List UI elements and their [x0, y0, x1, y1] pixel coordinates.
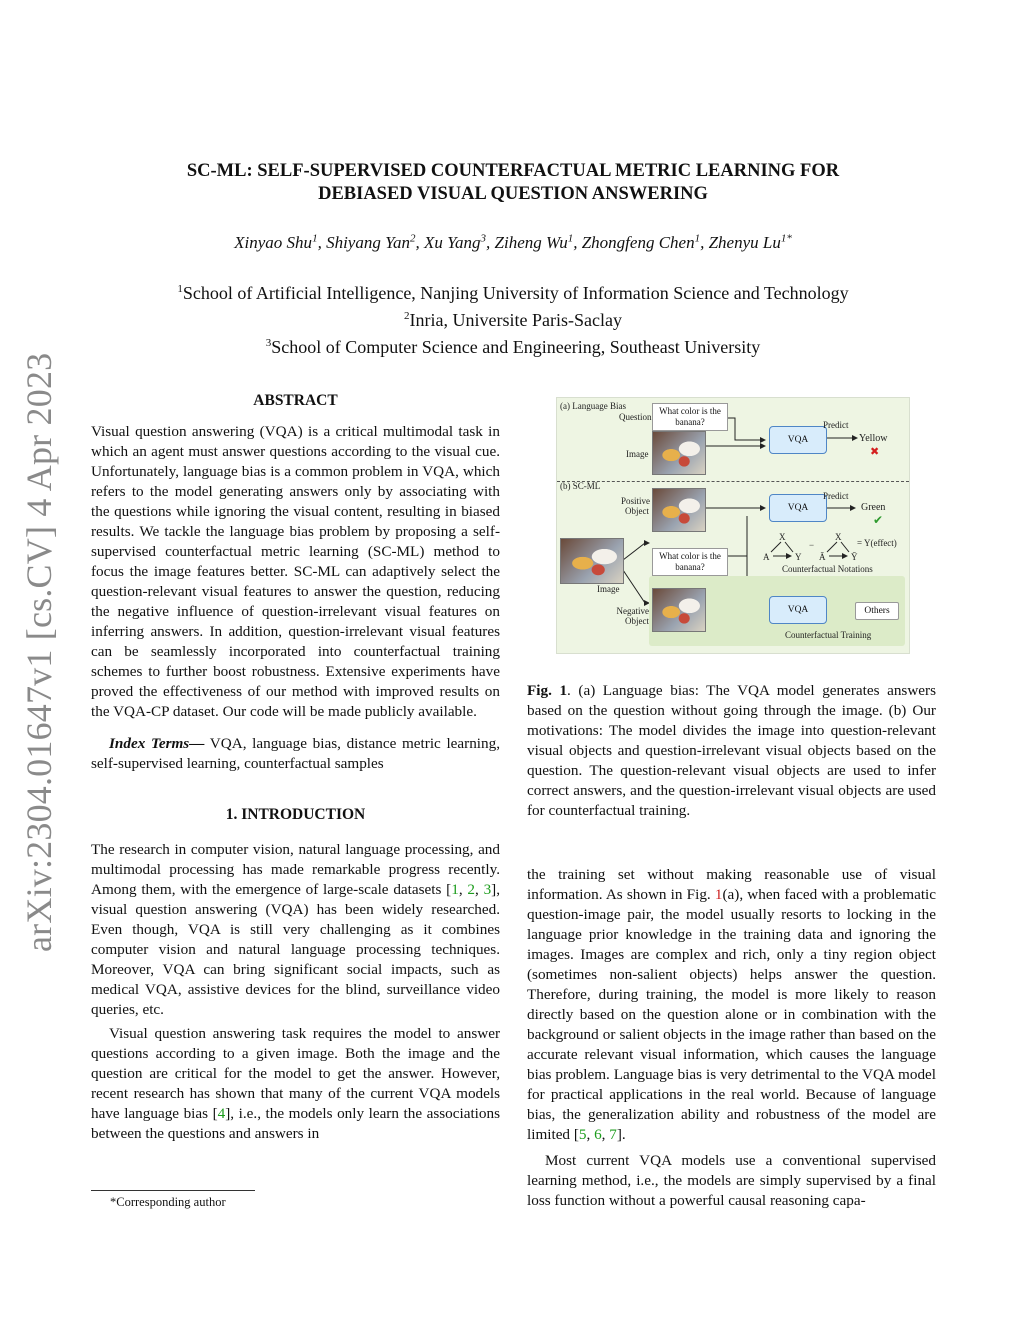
- fig-question-label: Question: [619, 412, 652, 422]
- citation-link[interactable]: 3: [483, 881, 492, 898]
- intro-paragraph-1: The research in computer vision, natural language processing, and multimodal processing has made remarkable progress recently. Among them, with the emergence of large-scale datasets [1, 2, 3], visual question answering (VQA) has been widely researched. Even though, VQA is still very challenging as it combines computer vision and natural language processing techniques. Moreover, VQA can bring significant social impacts, such as medical VQA, assistive devices for the blind, surveillance video queries, etc.: [91, 841, 501, 1018]
- fig-notation-x2: X: [835, 532, 842, 542]
- figure-1-caption: [527, 681, 936, 821]
- fig-minus: −: [809, 540, 815, 550]
- fig-check-icon: ✔: [873, 513, 884, 527]
- intro-paragraph-2: Visual question answering task requires the model to answer questions according to a given image. Both the image and the question are critical for the model to get the answer. However, recent research has shown that many of the current VQA models have language bias [4], i.e., the models only learn the associations between the questions and answers in: [91, 1025, 501, 1142]
- citation-link[interactable]: 7: [609, 1126, 617, 1143]
- intro-paragraph-3: the training set without making reasonable use of visual information. As shown in Fig. 1(a), when faced with a problematic question-image pair, the model usually resorts to locking in the language prior knowledge in the training data and ignoring the images. Images are complex and rich, only a tiny region object (sometimes non-salient objects) helps answer the question. Therefore, during training, the model is more likely to reason directly based on the question alone or in combination with the background or salient objects in the image rather than based on the accurate relevant visual information, which causes the language bias problem. Language bias is very detrimental to the VQA model for practical applications in the real world. Because of language bias, the generalization ability and robustness of the model are limited [5, 6, 7].: [527, 866, 936, 1143]
- fig-vqa-box-c: VQA: [769, 596, 827, 624]
- fig-effect: = Y(effect): [857, 538, 897, 548]
- fig-answer-others: Others: [855, 602, 899, 620]
- author: Xinyao Shu$^1$,: [234, 232, 327, 252]
- fig-positive-label: Positive Object: [621, 496, 651, 516]
- title-line-1: SC-ML: SELF-SUPERVISED COUNTERFACTUAL METRIC LEARNING FOR: [186, 161, 840, 181]
- author: Zhenyu $Lu^{1*}$: [708, 232, 792, 252]
- fig-question-box-a: What color is the banana?: [652, 403, 728, 431]
- fig-vqa-box-b: VQA: [769, 494, 827, 522]
- fig-image-label-b: Image: [597, 584, 620, 594]
- citation-link[interactable]: 1: [451, 881, 459, 898]
- affiliation: $^3$School of Computer Science and Engineering, Southeast University: [265, 337, 761, 357]
- author: Zhongfeng Chen$^1$,: [581, 232, 709, 252]
- fig-separator: [557, 481, 909, 482]
- affiliation: $^1$School of Artificial Intelligence, Nanjing University of Information Science and Technology: [177, 283, 849, 303]
- fig-notation-a: A: [763, 552, 770, 562]
- footnote: *Corresponding author: [110, 1195, 226, 1209]
- right-column: [527, 865, 936, 1211]
- fig-image-full: [560, 538, 624, 584]
- abstract-heading: ABSTRACT: [253, 392, 338, 409]
- intro-paragraph-4: Most current VQA models use a conventional supervised learning method, i.e., the models are simply supervised by a final loss function without a powerful causal reasoning capa-: [527, 1152, 936, 1209]
- figure-ref-link[interactable]: 1: [714, 886, 723, 903]
- affiliation: $^2$Inria, Universite Paris-Saclay: [404, 310, 622, 330]
- fig-predict-a: Predict: [823, 420, 849, 430]
- fig-negative-label: Negative Object: [616, 606, 649, 626]
- caption-text: . (a) Language bias: The VQA model generates answers based on the question without going through the image. (b) Our motivations: The model divides the image into question-relevant visual objects and question-irrelevant visual objects based on the question. The question-relevant visual objects are used to infer correct answers, and the question-irrelevant visual objects are used for counterfactual training.: [527, 682, 937, 819]
- fig-predict-b: Predict: [823, 491, 849, 501]
- author: Ziheng Wu$^1$,: [494, 232, 582, 252]
- fig-notation-x1: X: [779, 532, 786, 542]
- citation-link[interactable]: 5: [578, 1126, 587, 1143]
- author-list: [90, 232, 936, 253]
- introduction-heading: 1. INTRODUCTION: [225, 806, 366, 823]
- fig-image-negative: [652, 588, 706, 632]
- fig-question-box-b: What color is the banana?: [652, 548, 728, 576]
- citation-link[interactable]: 4: [217, 1105, 226, 1122]
- index-terms: [91, 734, 500, 774]
- fig-answer-green: Green: [861, 502, 886, 513]
- figure-1: [556, 397, 910, 654]
- fig-image-label-a: Image: [626, 449, 649, 459]
- index-terms-label: Index Terms—: [109, 735, 205, 752]
- fig-notation-ybar: Ȳ: [851, 552, 858, 562]
- author: Xu Yang$^3$,: [423, 232, 495, 252]
- citation-link[interactable]: 2: [467, 881, 475, 898]
- fig-notation-y: Y: [795, 552, 802, 562]
- affiliation-list: [90, 278, 936, 359]
- fig-label-a: (a) Language Bias: [560, 401, 626, 411]
- index-terms-text: VQA, language bias, distance metric learning, self-supervised learning, counterfactual samples: [91, 735, 500, 772]
- arxiv-identifier: arXiv:2304.01647v1 [cs.CV] 4 Apr 2023: [19, 352, 59, 952]
- caption-label: Fig. 1: [527, 682, 568, 699]
- author: Shiyang Yan$^2$,: [326, 232, 424, 252]
- fig-counterfactual-training: Counterfactual Training: [785, 630, 872, 640]
- fig-image-positive: [652, 488, 706, 532]
- fig-answer-yellow: Yellow: [859, 433, 888, 444]
- fig-image-a: [652, 431, 706, 475]
- footnote-rule: [91, 1190, 255, 1191]
- citation-link[interactable]: 6: [594, 1126, 602, 1143]
- abstract-text: Visual question answering (VQA) is a critical multimodal task in which an agent must answer questions according to the visual cue. Unfortunately, language bias is a common problem in VQA, which refers to the model generating answers only by associating with the questions while ignoring the visual content, resulting in biased results. We tackle the language bias problem by proposing a self-supervised counterfactual metric learning (SC-ML) method to focus the image features better. SC-ML can adaptively select the question-relevant visual features to answer the question, reducing the negative influence of question-irrelevant visual features on inferring answers. In addition, question-irrelevant visual features can be seamlessly incorporated into counterfactual training schemes to further boost robustness. Extensive experiments have proved the effectiveness of our method with improved results on the VQA-CP dataset. Our code will be made publicly available.: [91, 423, 500, 720]
- fig-vqa-box-a: VQA: [769, 426, 827, 454]
- fig-notation-abar: Ā: [819, 552, 826, 562]
- left-column: [91, 392, 500, 1144]
- fig-cross-icon: ✖: [870, 446, 880, 458]
- paper-title: [90, 160, 936, 206]
- fig-label-b: (b) SC-ML: [560, 481, 601, 491]
- title-line-2: DEBIASED VISUAL QUESTION ANSWERING: [318, 184, 708, 204]
- fig-counterfactual-notations: Counterfactual Notations: [782, 564, 873, 574]
